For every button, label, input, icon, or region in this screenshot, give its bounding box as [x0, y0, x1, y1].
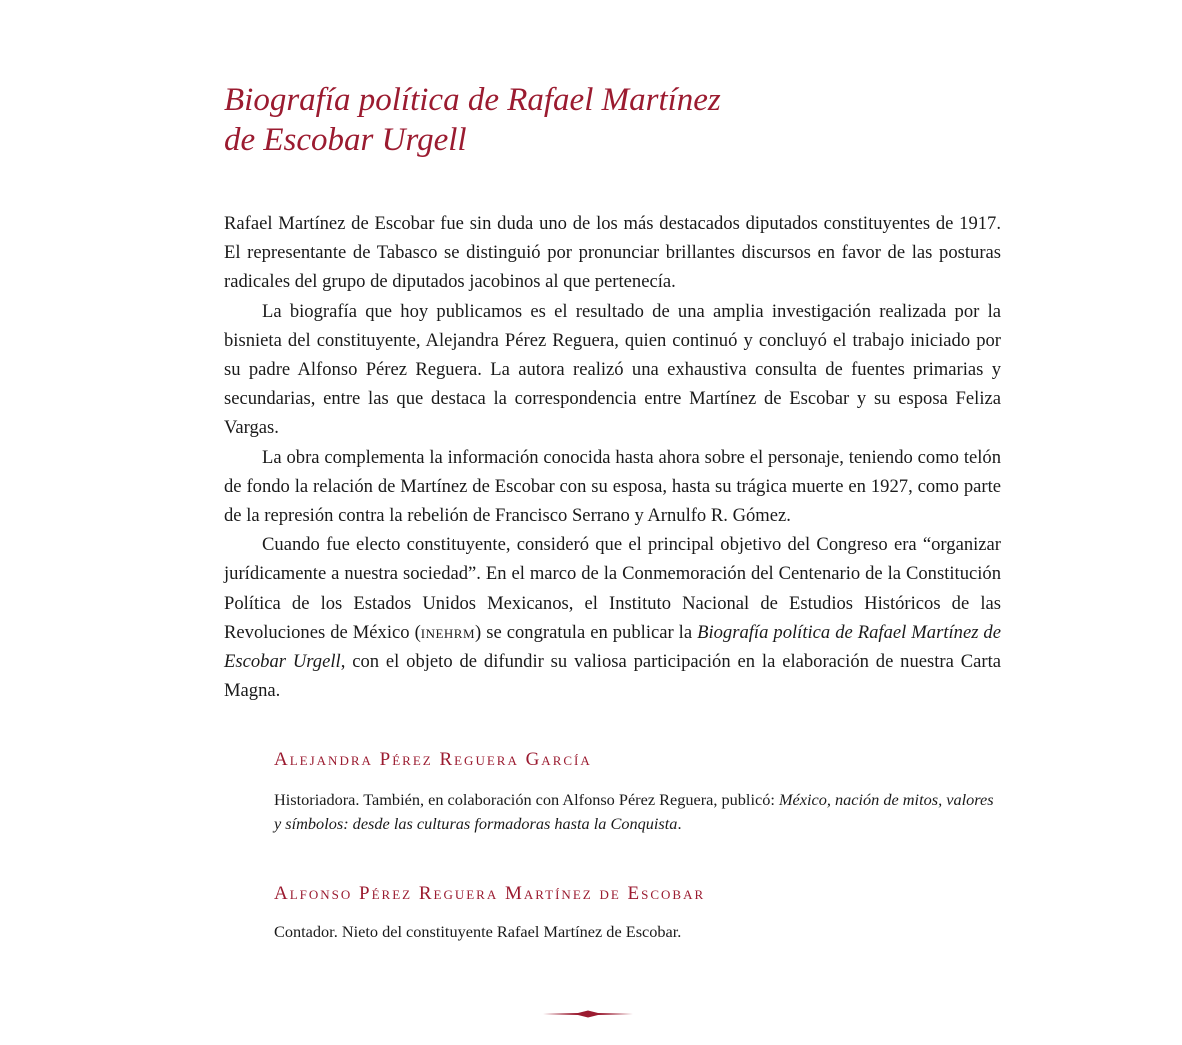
paragraph-4-part-b: ) se congratula en publicar la — [475, 621, 698, 643]
paragraph-4-part-a: Cuando fue electo constituyente, consideró que el principal objetivo del Congreso era “organizar jurídicamente a nuestra sociedad”. En el marco de la Conmemoración del Centenario de la Constitución Política de los Estados Unidos Mexicanos, el Instituto Nacional de Estudios Históricos de las Revoluciones de México ( — [224, 534, 1001, 643]
author-bio-1 — [274, 788, 1001, 836]
paragraph-3: La obra complementa la información conocida hasta ahora sobre el personaje, teniendo como telón de fondo la relación de Martínez de Escobar con su esposa, hasta su trágica muerte en 1927, como parte de la represión contra la rebelión de Francisco Serrano y Arnulfo R. Gómez. — [224, 446, 1001, 527]
paragraph-4 — [224, 530, 1001, 705]
inehrm-acronym: inehrm — [420, 621, 476, 643]
diamond-rule-ornament-icon — [543, 1009, 633, 1019]
body-text — [224, 209, 1001, 705]
paragraph-1: Rafael Martínez de Escobar fue sin duda uno de los más destacados diputados constituyentes de 1917. El representante de Tabasco se distinguió por pronunciar brillantes discursos en favor de las posturas radicales del grupo de diputados jacobinos al que pertenecía. — [224, 213, 1001, 293]
page-title-line-1: Biografía política de Rafael Martínez — [224, 82, 721, 118]
author-bio-1-text: Historiadora. También, en colaboración con Alfonso Pérez Reguera, publicó: — [274, 790, 779, 809]
author-bio-1-end: . — [677, 814, 682, 833]
page-title-line-2: de Escobar Urgell — [224, 122, 467, 158]
paragraph-4-part-c: , con el objeto de difundir su valiosa participación en la elaboración de nuestra Carta Magna. — [224, 651, 1001, 702]
author-bio-2-text: Contador. Nieto del constituyente Rafael Martínez de Escobar. — [274, 922, 682, 941]
author-bio-2 — [274, 920, 1001, 944]
paragraph-2: La biografía que hoy publicamos es el resultado de una amplia investigación realizada por la bisnieta del constituyente, Alejandra Pérez Reguera, quien continuó y concluyó el trabajo iniciado por su padre Alfonso Pérez Reguera. La autora realizó una exhaustiva consulta de fuentes primarias y secundarias, entre las que destaca la correspondencia entre Martínez de Escobar y su esposa Feliza Vargas. — [224, 300, 1001, 439]
page-title — [224, 80, 844, 160]
author-name-2: Alfonso Pérez Reguera Martínez de Escobar — [274, 883, 706, 904]
author-name-1: Alejandra Pérez Reguera García — [274, 749, 592, 770]
book-title: Biografía política de Rafael Martínez de Escobar Urgell — [224, 621, 1001, 673]
author-bio-1-book: México, nación de mitos, valores y símbolos: desde las culturas formadoras hasta la Conquista — [274, 790, 994, 833]
